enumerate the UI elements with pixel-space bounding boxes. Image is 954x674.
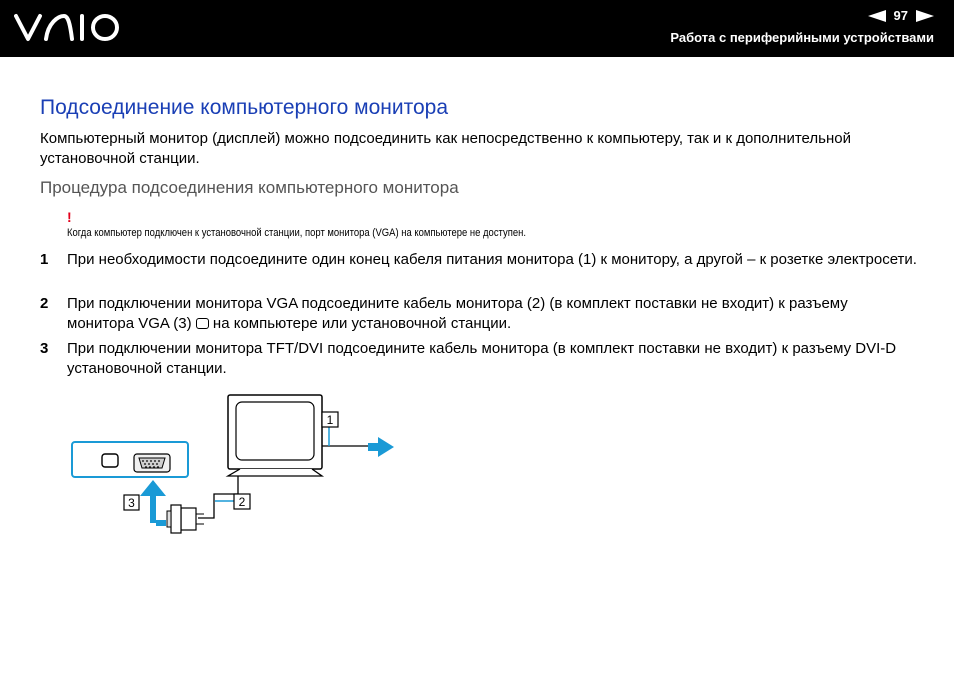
callout-1 (322, 412, 338, 427)
previous-page-icon[interactable] (868, 10, 886, 22)
computer-port-panel (72, 442, 188, 477)
callout-3 (124, 495, 139, 510)
procedure-title: Процедура подсоединения компьютерного монитора (40, 178, 459, 197)
monitor-icon (228, 395, 322, 476)
next-page-icon[interactable] (916, 10, 934, 22)
step-text: При необходимости подсоедините один конец кабеля питания монитора (1) к монитору, а другой – к розетке электросети. (67, 251, 917, 268)
arrow-to-outlet-icon (368, 437, 394, 457)
warning-note: Когда компьютер подключен к установочной станции, порт монитора (VGA) на компьютере не доступен. (67, 227, 526, 239)
svg-text:1: 1 (326, 413, 334, 427)
step-number: 3 (40, 340, 49, 357)
callout-2 (234, 494, 250, 509)
step-text: При подключении монитора TFT/DVI подсоедините кабель монитора (в комплект поставки не входит) к разъему DVI-D установочной станции. (67, 340, 897, 377)
vga-cable (198, 476, 238, 518)
page-header (0, 0, 954, 57)
arrow-up-icon (140, 480, 166, 523)
section-title: Работа с периферийными устройствами (670, 30, 934, 45)
warning-icon: ! (67, 209, 72, 225)
svg-text:2: 2 (238, 495, 246, 509)
page-number: 97 (893, 8, 908, 23)
svg-text:3: 3 (128, 496, 135, 510)
step-text-before: При подключении монитора VGA подсоедините кабель монитора (2) (в комплект поставки не входит) к разъему монитора VGA (3) (67, 295, 848, 332)
step-text-after: на компьютере или установочной станции. (212, 315, 512, 332)
monitor-port-icon (196, 318, 209, 329)
page-navigation (868, 8, 934, 23)
vga-plug-icon (167, 505, 204, 533)
step-text (67, 294, 917, 334)
vaio-logo (14, 13, 120, 43)
intro-paragraph: Компьютерный монитор (дисплей) можно подсоединить как непосредственно к компьютеру, так и к дополнительной установочной станции. (40, 130, 851, 167)
step-number: 2 (40, 295, 49, 312)
step-number: 1 (40, 251, 49, 268)
monitor-connection-diagram (68, 392, 408, 550)
page-title: Подсоединение компьютерного монитора (40, 96, 449, 119)
